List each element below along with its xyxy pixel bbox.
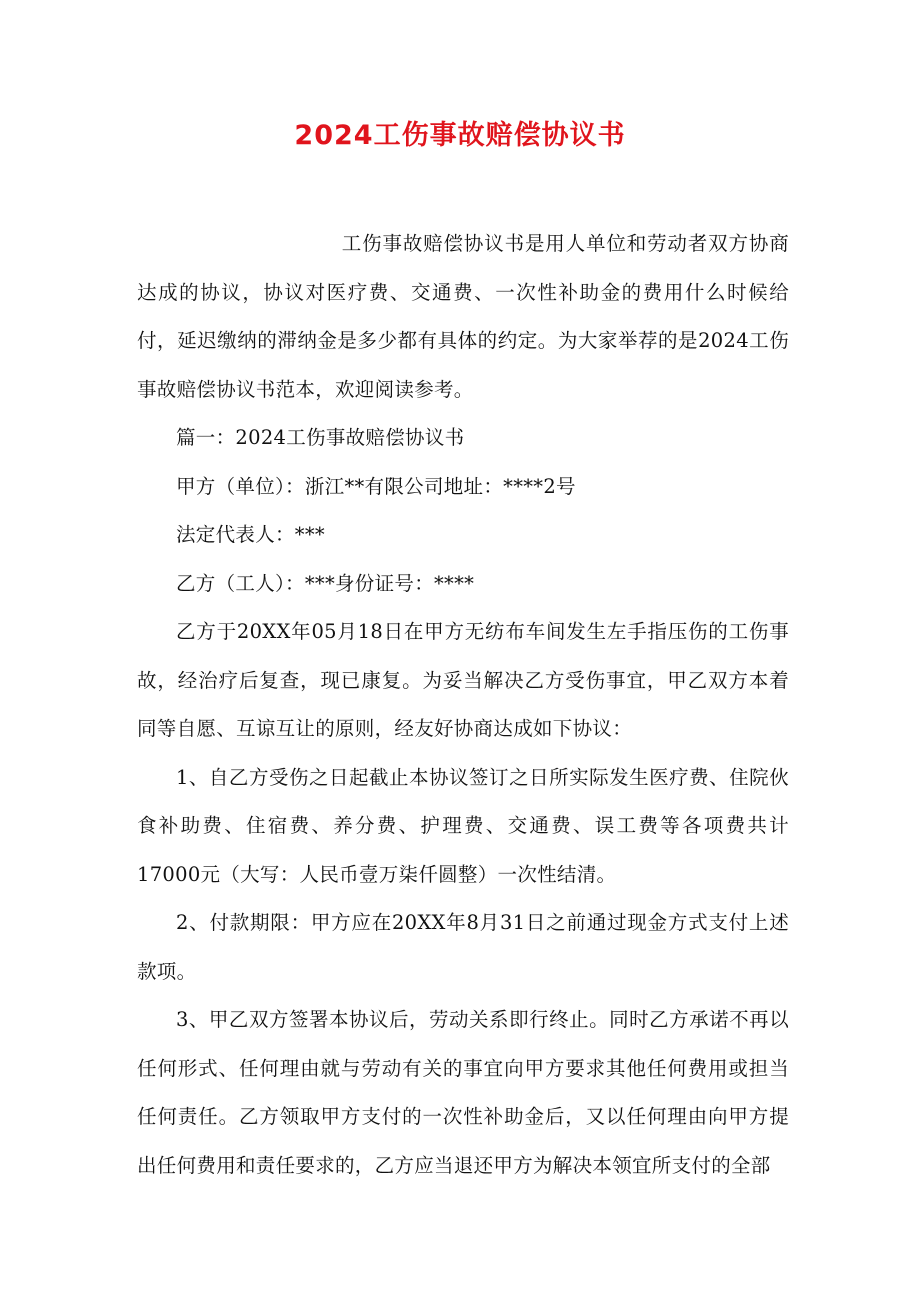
document-body xyxy=(137,220,789,1190)
incident-paragraph: 乙方于20XX年05月18日在甲方无纺布车间发生左手指压伤的工伤事故，经治疗后复查，现已康复。为妥当解决乙方受伤事宜，甲乙双方本着同等自愿、互谅互让的原则，经友好协商达成如下协议： xyxy=(137,620,789,740)
intro-paragraph: 工伤事故赔偿协议书是用人单位和劳动者双方协商达成的协议，协议对医疗费、交通费、一次性补助金的费用什么时候给付，延迟缴纳的滞纳金是多少都有具体的约定。为大家举荐的是2024工伤事故赔偿协议书范本，欢迎阅读参考。 xyxy=(137,232,789,401)
legal-representative-line: 法定代表人：*** xyxy=(176,523,325,546)
clause-3: 3、甲乙双方签署本协议后，劳动关系即行终止。同时乙方承诺不再以任何形式、任何理由就与劳动有关的事宜向甲方要求其他任何费用或担当任何责任。乙方领取甲方支付的一次性补助金后，又以任何理由向甲方提出任何费用和责任要求的，乙方应当退还甲方为解决本领宜所支付的全部 xyxy=(137,1008,789,1177)
clause-2: 2、付款期限：甲方应在20XX年8月31日之前通过现金方式支付上述款项。 xyxy=(137,911,789,983)
section-heading: 篇一：2024工伤事故赔偿协议书 xyxy=(176,426,465,449)
party-b-line: 乙方（工人）：***身份证号：**** xyxy=(176,571,475,595)
party-a-line: 甲方（单位）：浙江**有限公司地址：****2号 xyxy=(176,474,576,498)
clause-1: 1、自乙方受伤之日起截止本协议签订之日所实际发生医疗费、住院伙食补助费、住宿费、养分费、护理费、交通费、误工费等各项费共计17000元（大写：人民币壹万柒仟圆整）一次性结清。 xyxy=(137,765,789,886)
document-title: 2024工伤事故赔偿协议书 xyxy=(294,120,626,152)
